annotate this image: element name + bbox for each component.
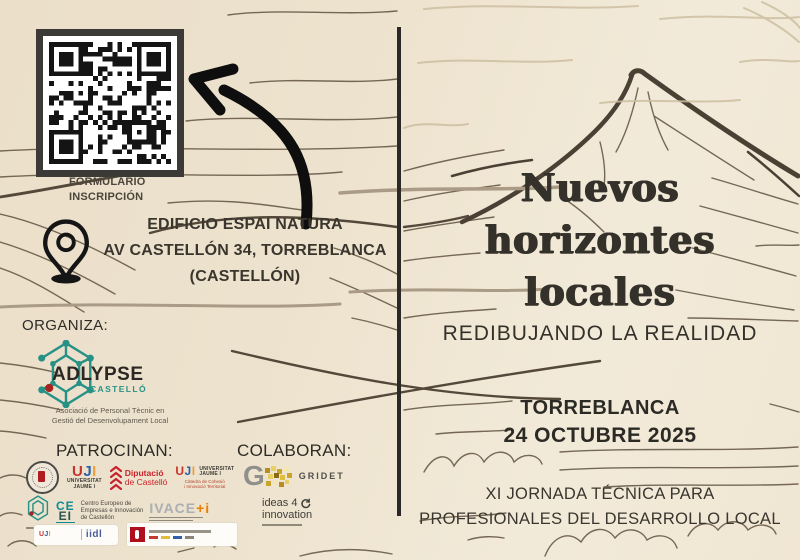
main-title-line2: horizontes <box>484 217 716 262</box>
qr-pattern <box>49 42 171 164</box>
organizer-logo <box>30 338 200 428</box>
colaboran-heading: COLABORAN: <box>237 441 352 460</box>
diputacio-icon <box>110 466 122 490</box>
ceei-caption: Centro Europeo de Empresas e Innovación de Castellón <box>80 501 144 522</box>
subtitle: REDIBUJANDO LA REALIDAD <box>442 322 758 345</box>
qr-label <box>69 175 146 205</box>
adlypse-mini-icon <box>27 495 49 521</box>
generalitat-valenciana-logo <box>127 523 237 546</box>
organizer-name: ADLYPSE <box>52 364 144 385</box>
patrocinan-heading: PATROCINAN: <box>56 441 173 460</box>
ajuntament-torreblanca-seal <box>26 461 59 494</box>
sponsor-logos-row3 <box>34 523 237 546</box>
sponsor-logos-row1 <box>26 461 234 494</box>
collaborator-logos <box>243 460 383 526</box>
uji-iidl-logo: UJI iidl <box>34 525 118 545</box>
uji-catedra-logo: UJI UNIVERSITAT JAUME I Càtedra de Cohesió i Innovació Territorial <box>175 464 235 489</box>
qr-code <box>36 29 184 177</box>
organizer-subname: CASTELLÓ <box>90 384 148 394</box>
main-title <box>404 162 796 318</box>
qr-label-line1: FORMULARIO <box>69 176 146 188</box>
qr-label-line2: INSCRIPCIÓN <box>69 191 144 203</box>
gridet-mosaic-icon <box>265 464 293 488</box>
event-description: XI JORNADA TÉCNICA PARA PROFESIONALES DEL DESARROLLO LOCAL <box>419 485 781 528</box>
venue-line3: (CASTELLÓN) <box>189 268 301 285</box>
location-pin-icon <box>40 218 92 284</box>
organizer-description: Asociació de Personal Tècnic en Gestió del Desenvolupament Local <box>51 406 169 425</box>
gridet-logo: G GRIDET <box>243 460 345 491</box>
organiza-heading: ORGANIZA: <box>22 317 109 334</box>
venue-block <box>40 212 388 290</box>
event-place: TORREBLANCA <box>520 397 680 419</box>
main-title-line3: locales <box>524 269 676 314</box>
vertical-divider <box>397 27 401 516</box>
venue-line2: AV CASTELLÓN 34, TORREBLANCA <box>103 242 387 259</box>
event-date: 24 OCTUBRE 2025 <box>503 424 697 447</box>
ceei-logo: CE EI <box>56 498 75 523</box>
ivace-logo: IVACE+i <box>149 502 210 521</box>
ideas4innovation-logo: ideas 4 innovation <box>262 498 383 526</box>
loop-icon <box>300 498 311 509</box>
main-panel <box>404 0 796 560</box>
venue-line1: EDIFICIO ESPAI NATURA <box>147 216 343 233</box>
uji-logo: UJI UNIVERSITAT JAUME I <box>67 463 102 490</box>
main-title-line1: Nuevos <box>520 165 680 210</box>
diputacio-castello-logo: Diputació de Castelló <box>110 466 168 490</box>
gva-icon <box>130 527 145 542</box>
